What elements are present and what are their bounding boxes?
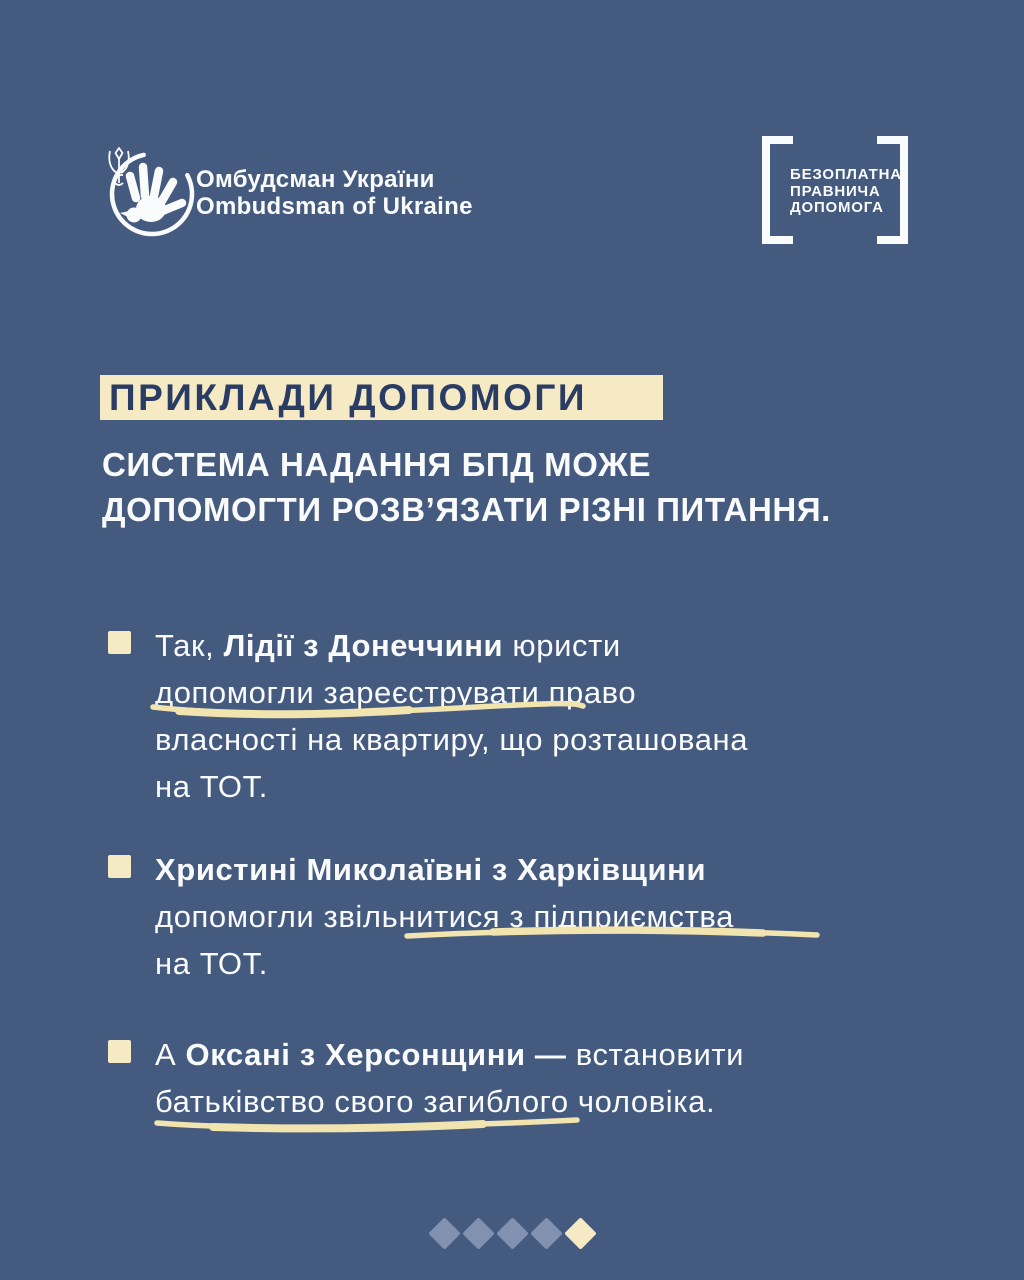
list-item: [108, 846, 938, 987]
page-title: ПРИКЛАДИ ДОПОМОГИ: [109, 376, 587, 418]
title-badge: [100, 375, 663, 420]
ombudsman-name-en: Ombudsman of Ukraine: [196, 193, 473, 220]
pagination-dot[interactable]: [530, 1217, 563, 1250]
bullet-line: допомогли зареєструвати право: [155, 675, 637, 710]
legal-aid-logo: [762, 136, 908, 244]
pagination-dot-active[interactable]: [564, 1217, 597, 1250]
bullet-line: власності на квартиру, що розташована: [155, 722, 749, 757]
subtitle: [102, 442, 831, 532]
ombudsman-logo: [106, 140, 486, 240]
bullet-square-icon: [108, 855, 131, 878]
subtitle-line-2: ДОПОМОГТИ РОЗВ’ЯЗАТИ РІЗНІ ПИТАННЯ.: [102, 491, 831, 528]
bracket-left-icon: [762, 136, 793, 244]
legal-aid-line-3: ДОПОМОГА: [790, 199, 884, 216]
bullet-square-icon: [108, 631, 131, 654]
pagination-dot[interactable]: [428, 1217, 461, 1250]
subtitle-line-1: СИСТЕМА НАДАННЯ БПД МОЖЕ: [102, 446, 652, 483]
list-item: [108, 622, 938, 810]
bullet-line: на ТОТ.: [155, 946, 268, 981]
bullet-line: допомогли звільнитися з підприємства: [155, 899, 734, 934]
bullet-line: А Оксані з Херсонщини — встановити: [155, 1037, 745, 1072]
list-item: [108, 1031, 938, 1125]
carousel-pagination: [0, 1222, 1024, 1245]
ombudsman-name-uk: Омбудсман України: [196, 166, 435, 193]
trident-icon: [106, 146, 132, 188]
bullet-line: Христині Миколаївні з Харківщини: [155, 852, 707, 887]
bullet-line: Так, Лідії з Донеччини юристи: [155, 628, 621, 663]
examples-list: [108, 622, 938, 1125]
bullet-square-icon: [108, 1040, 131, 1063]
pagination-dot[interactable]: [496, 1217, 529, 1250]
bullet-line: на ТОТ.: [155, 769, 268, 804]
bullet-line: батьківство свого загиблого чоловіка.: [155, 1084, 716, 1119]
legal-aid-line-1: БЕЗОПЛАТНА: [790, 166, 902, 183]
pagination-dot[interactable]: [462, 1217, 495, 1250]
legal-aid-line-2: ПРАВНИЧА: [790, 182, 881, 200]
